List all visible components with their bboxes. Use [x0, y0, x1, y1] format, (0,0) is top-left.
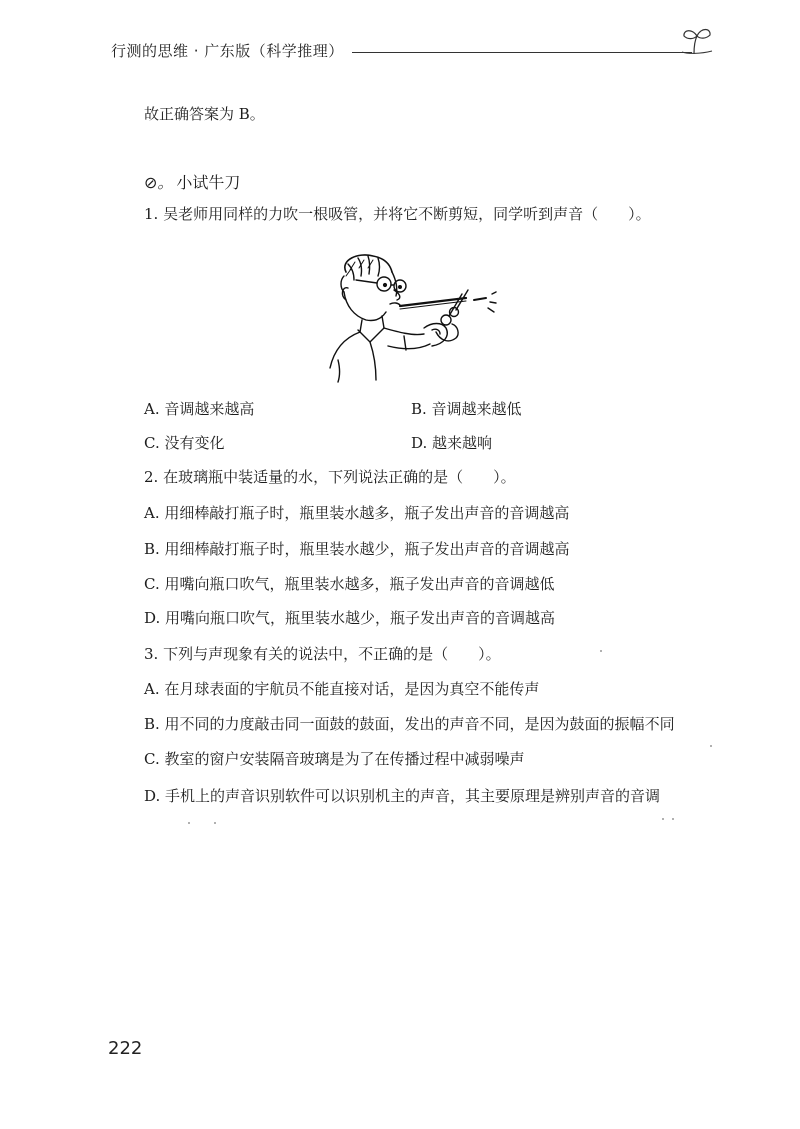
section-marker: ⊘。 — [144, 173, 174, 192]
section-title — [144, 170, 240, 193]
scan-speck — [710, 745, 712, 747]
question-2-stem: 2. 在玻璃瓶中装适量的水，下列说法正确的是（ ）。 — [144, 468, 516, 486]
question-3-option-a: A. 在月球表面的宇航员不能直接对话，是因为真空不能传声 — [144, 680, 540, 698]
scan-speck — [214, 822, 216, 824]
teacher-blowing-straw-illustration — [318, 250, 508, 385]
question-1-option-a: A. 音调越来越高 — [144, 400, 255, 418]
question-1-stem: 1. 吴老师用同样的力吹一根吸管，并将它不断剪短，同学听到声音（ ）。 — [144, 205, 651, 223]
question-2-option-c: C. 用嘴向瓶口吹气，瓶里装水越多，瓶子发出声音的音调越低 — [144, 575, 555, 593]
sprout-icon — [680, 24, 714, 56]
header-title: 行测的思维 · 广东版（科学推理） — [111, 42, 344, 60]
question-3-option-d: D. 手机上的声音识别软件可以识别机主的声音，其主要原理是辨别声音的音调 — [144, 787, 661, 805]
question-1-option-b: B. 音调越来越低 — [411, 400, 522, 418]
question-1-option-d: D. 越来越响 — [411, 434, 493, 452]
scan-speck — [188, 822, 190, 824]
scan-speck — [662, 818, 664, 820]
scan-speck — [672, 818, 674, 820]
question-1-option-c: C. 没有变化 — [144, 434, 225, 452]
question-2-option-b: B. 用细棒敲打瓶子时，瓶里装水越少，瓶子发出声音的音调越高 — [144, 540, 570, 558]
question-2-option-d: D. 用嘴向瓶口吹气，瓶里装水越少，瓶子发出声音的音调越高 — [144, 609, 556, 627]
question-2-option-a: A. 用细棒敲打瓶子时，瓶里装水越多，瓶子发出声音的音调越高 — [144, 504, 570, 522]
header-rule — [352, 52, 692, 53]
section-title-text: 小试牛刀 — [176, 173, 241, 192]
question-3-option-c: C. 教室的窗户安装隔音玻璃是为了在传播过程中减弱噪声 — [144, 750, 525, 768]
question-3-option-b: B. 用不同的力度敲击同一面鼓的鼓面，发出的声音不同，是因为鼓面的振幅不同 — [144, 715, 675, 733]
answer-line: 故正确答案为 B。 — [144, 105, 265, 123]
scan-speck — [600, 650, 602, 652]
page-number: 222 — [108, 1038, 143, 1059]
question-3-stem: 3. 下列与声现象有关的说法中，不正确的是（ ）。 — [144, 645, 501, 663]
